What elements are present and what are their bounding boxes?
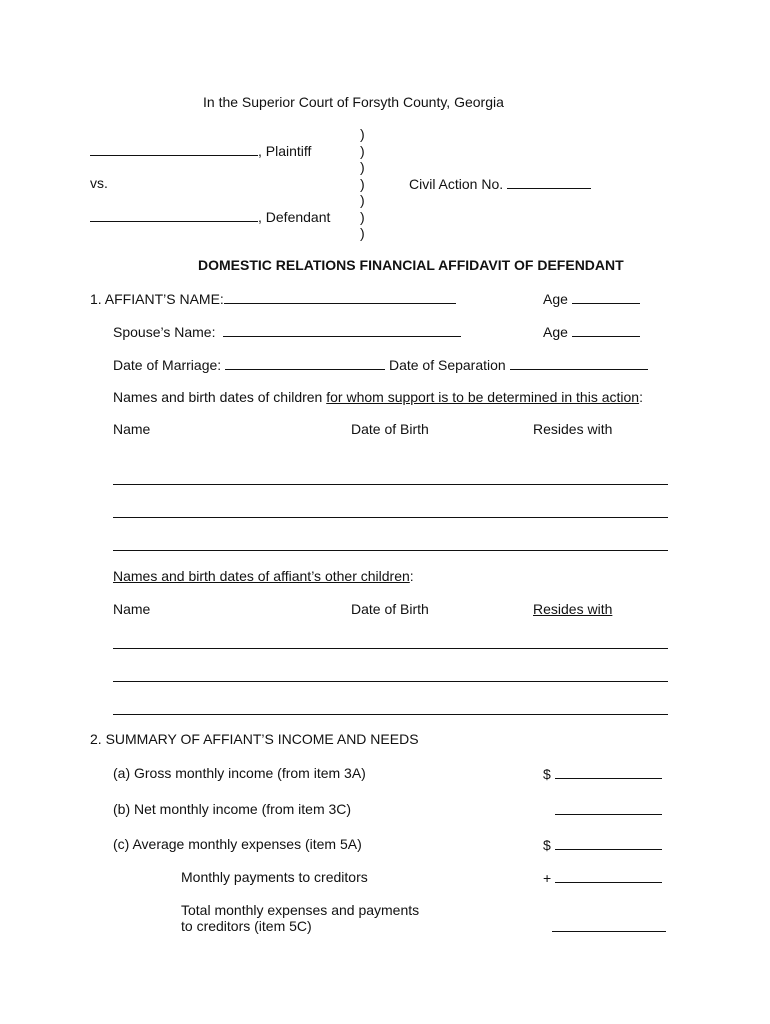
children-heading-underlined: for whom support is to be determined in this action	[326, 389, 640, 405]
spouse-age-blank[interactable]	[572, 323, 640, 337]
total-expenses-label-2: to creditors (item 5C)	[181, 918, 312, 934]
caption-paren-3: )	[360, 159, 365, 175]
caption-paren-7: )	[360, 225, 365, 241]
children-entry-line-3[interactable]	[113, 550, 668, 551]
gross-income-label: (a) Gross monthly income (from item 3A)	[113, 765, 366, 781]
civil-action-label: Civil Action No.	[409, 176, 504, 192]
affiant-age-blank[interactable]	[572, 290, 640, 304]
spouse-age-label: Age	[543, 324, 568, 340]
affiant-name-label: 1. AFFIANT’S NAME:	[90, 291, 224, 307]
defendant-name-blank[interactable]	[90, 208, 258, 222]
affiant-name-line	[90, 290, 456, 307]
children-heading-suffix: :	[639, 389, 643, 405]
marriage-separation-line	[113, 356, 648, 373]
children-col-name: Name	[113, 421, 151, 437]
children-col-resides: Resides with	[533, 421, 613, 437]
other-children-entry-line-2[interactable]	[113, 681, 668, 682]
creditors-blank[interactable]	[555, 869, 662, 883]
net-income-field	[555, 801, 662, 818]
caption-paren-4: )	[360, 175, 365, 192]
caption-paren-2: )	[360, 142, 365, 159]
date-of-separation-label: Date of Separation	[388, 357, 506, 373]
form-title: DOMESTIC RELATIONS FINANCIAL AFFIDAVIT OF DEFENDANT	[198, 257, 624, 273]
expenses-prefix: $	[543, 837, 551, 853]
plaintiff-name-blank[interactable]	[90, 142, 258, 156]
children-heading	[113, 389, 643, 405]
other-children-heading	[113, 568, 414, 584]
creditors-field	[543, 869, 662, 886]
court-header: In the Superior Court of Forsyth County, Georgia	[203, 94, 504, 110]
other-children-col-name: Name	[113, 601, 151, 617]
expenses-field	[543, 836, 662, 853]
children-col-dob: Date of Birth	[351, 421, 429, 437]
spouse-name-label: Spouse’s Name:	[113, 324, 216, 340]
gross-income-prefix: $	[543, 766, 551, 782]
children-heading-prefix: Names and birth dates of children	[113, 389, 327, 405]
other-children-col-resides: Resides with	[533, 601, 613, 617]
civil-action-line	[409, 175, 591, 192]
children-entry-line-2[interactable]	[113, 517, 668, 518]
total-expenses-label-1: Total monthly expenses and payments	[181, 902, 420, 918]
gross-income-blank[interactable]	[555, 765, 662, 779]
plaintiff-label: , Plaintiff	[258, 143, 312, 159]
children-entry-line-1[interactable]	[113, 484, 668, 485]
affiant-age-line	[543, 290, 640, 307]
other-children-entry-line-3[interactable]	[113, 714, 668, 715]
total-expenses-field	[552, 918, 666, 935]
gross-income-field	[543, 765, 662, 782]
total-expenses-blank[interactable]	[552, 918, 666, 932]
date-of-separation-blank[interactable]	[510, 356, 648, 370]
creditors-prefix: +	[543, 870, 552, 886]
defendant-label: , Defendant	[258, 209, 331, 225]
spouse-age-line	[543, 323, 640, 340]
other-children-entry-line-1[interactable]	[113, 648, 668, 649]
other-children-col-dob: Date of Birth	[351, 601, 429, 617]
net-income-label: (b) Net monthly income (from item 3C)	[113, 801, 352, 817]
affiant-age-label: Age	[543, 291, 568, 307]
other-children-heading-suffix: :	[409, 568, 414, 584]
spouse-name-blank[interactable]	[223, 323, 461, 337]
civil-action-number-blank[interactable]	[507, 175, 591, 189]
spouse-name-line	[113, 323, 461, 340]
date-of-marriage-blank[interactable]	[225, 356, 385, 370]
caption-paren-1: )	[360, 126, 365, 142]
section2-title: 2. SUMMARY OF AFFIANT’S INCOME AND NEEDS	[90, 731, 419, 747]
creditors-label: Monthly payments to creditors	[181, 869, 368, 885]
net-income-blank[interactable]	[555, 801, 662, 815]
affiant-name-blank[interactable]	[224, 290, 456, 304]
plaintiff-line	[90, 142, 311, 159]
caption-paren-5: )	[360, 192, 365, 208]
other-children-heading-underlined: Names and birth dates of affiant’s other children	[113, 568, 410, 584]
expenses-blank[interactable]	[555, 836, 662, 850]
caption-paren-6: )	[360, 208, 365, 225]
date-of-marriage-label: Date of Marriage:	[113, 357, 222, 373]
vs-label: vs.	[90, 175, 108, 191]
expenses-label: (c) Average monthly expenses (item 5A)	[113, 836, 362, 852]
defendant-line	[90, 208, 330, 225]
